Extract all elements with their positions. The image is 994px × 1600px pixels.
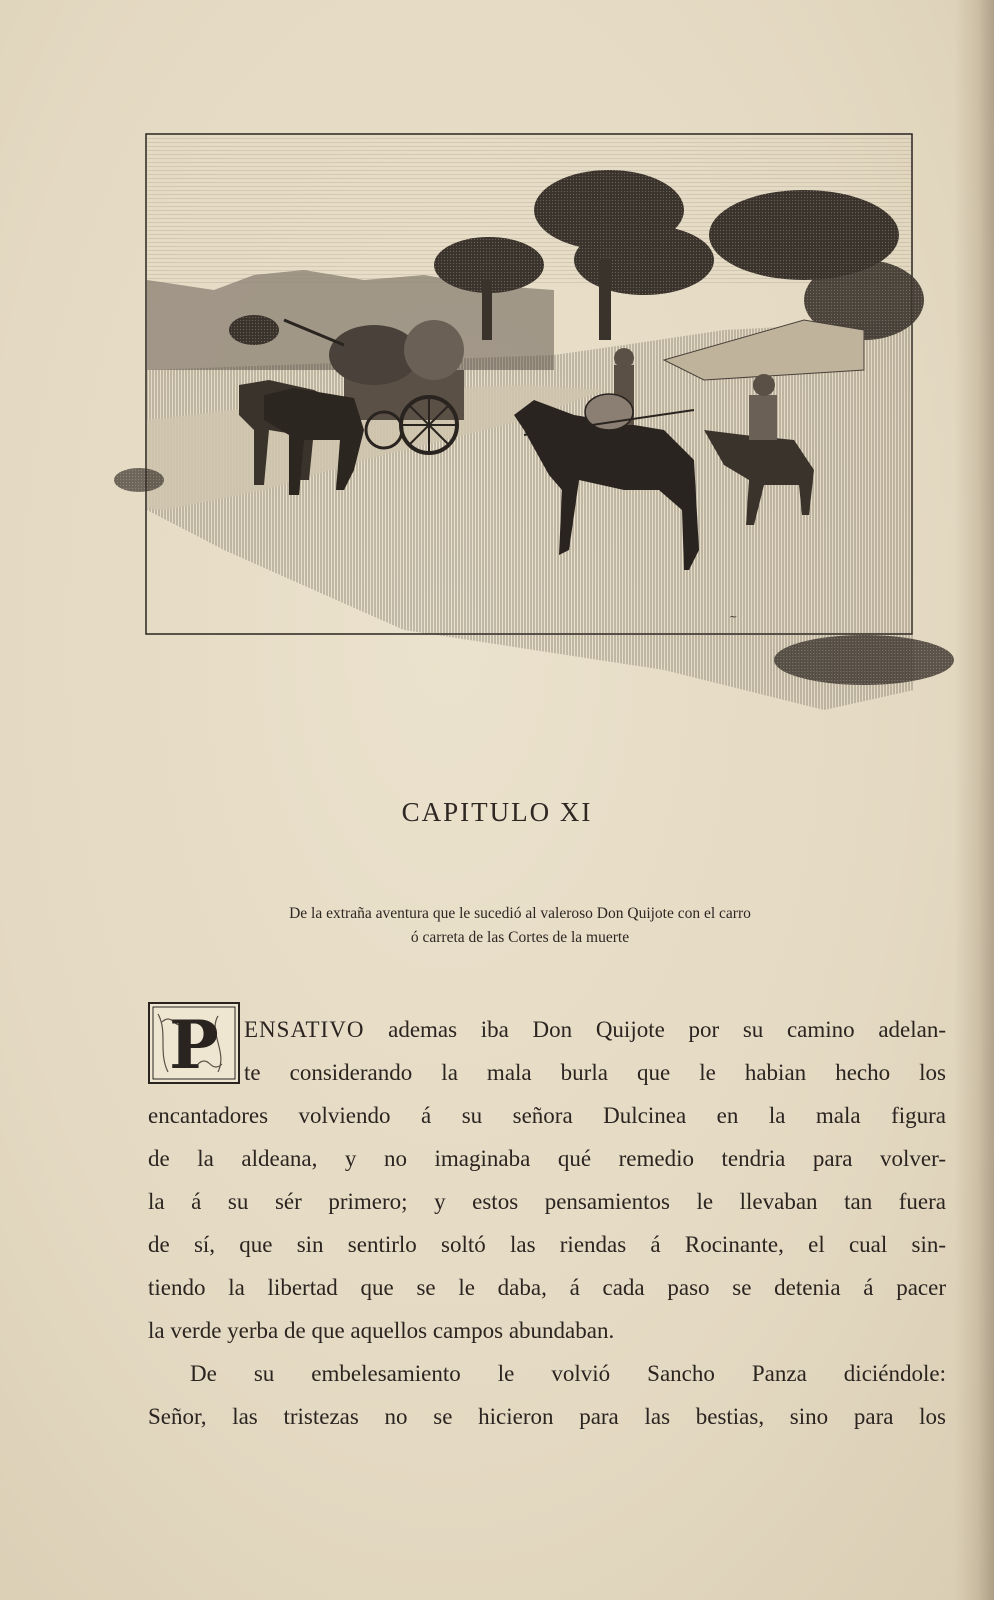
summary-line: ó carreta de las Cortes de la muerte (410, 929, 630, 946)
text-line: encantadores volviendo á su señora Dulcinea en la mala figura (148, 1103, 946, 1128)
dropcap-letter: P (169, 1006, 219, 1084)
mules (239, 380, 364, 495)
artist-signature: ~ (729, 612, 738, 623)
first-word-smallcaps: ENSATIVO (244, 1017, 365, 1042)
chapter-illustration (104, 130, 954, 720)
text-line: la á su sér primero; y estos pensamientos le llevaban tan fuera (148, 1189, 946, 1214)
text-line: Señor, las tristezas no se hicieron para las bestias, sino para los (148, 1404, 946, 1429)
chapter-title: CAPITULO XI (401, 797, 593, 827)
text-line: De su embelesamiento le volvió Sancho Panza diciéndole: (190, 1361, 946, 1386)
foreground-bush (774, 635, 954, 685)
text-line: tiendo la libertad que se le daba, á cada paso se detenia á pacer (148, 1275, 946, 1300)
text-line (148, 1008, 946, 1051)
text-line: de sí, que sin sentirlo soltó las riendas á Rocinante, el cual sin- (148, 1232, 946, 1257)
text-line: de la aldeana, y no imaginaba qué remedio tendria para volver- (148, 1146, 946, 1171)
text-line: te considerando la mala burla que le habian hecho los (244, 1060, 946, 1085)
summary-line: De la extraña aventura que le sucedió al valeroso Don Quijote con el carro (289, 905, 751, 922)
body-text (148, 1008, 946, 1438)
chapter-summary (200, 902, 840, 950)
line-1-rest: ademas iba Don Quijote por su camino adelan- (364, 1017, 946, 1042)
text-line: la verde yerba de que aquellos campos abundaban. (148, 1318, 615, 1343)
